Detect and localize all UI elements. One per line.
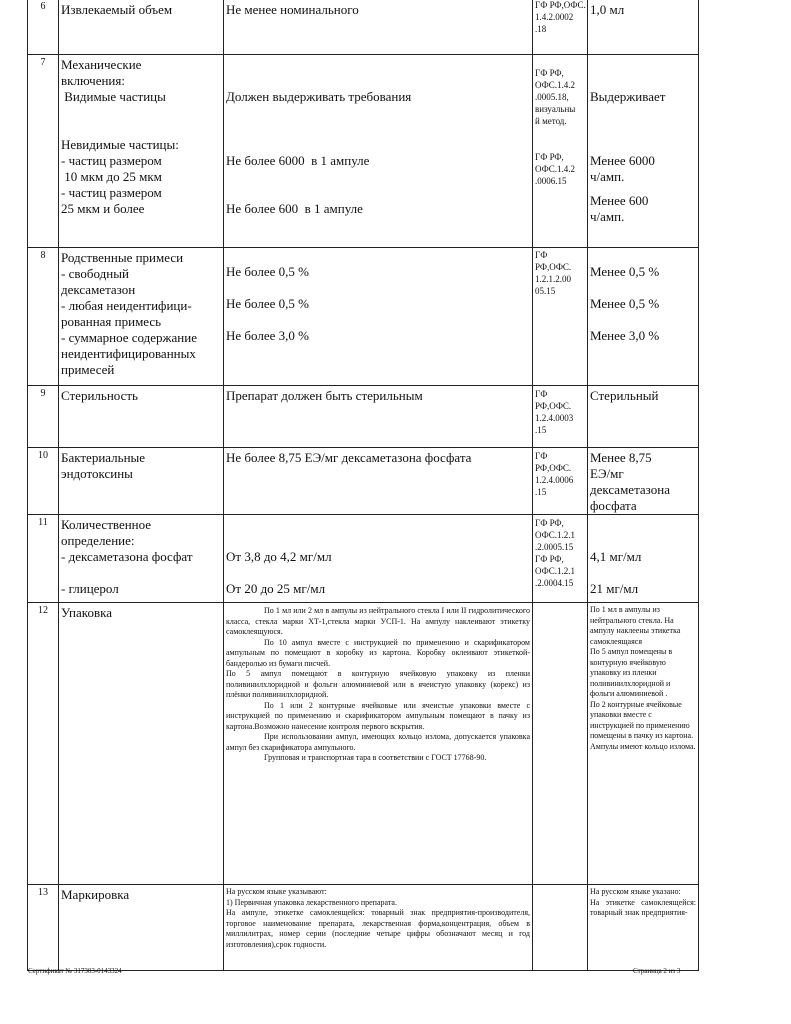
method-cell	[533, 885, 588, 971]
method-cell: ГФ РФ,ОФС. 1.2.1.2.00 05.15	[533, 248, 588, 386]
row-number: 13	[28, 885, 59, 971]
table-row	[28, 448, 699, 515]
table-row	[28, 248, 699, 386]
norm-cell: От 3,8 до 4,2 мг/мл От 20 до 25 мг/мл	[224, 515, 533, 603]
norm-cell: Не менее номинального	[224, 0, 533, 55]
result-cell: 4,1 мг/мл 21 мг/мл	[588, 515, 699, 603]
method-cell: ГФ РФ,ОФС. 1.2.4.0003 .15	[533, 386, 588, 448]
row-number: 9	[28, 386, 59, 448]
row-number: 10	[28, 448, 59, 515]
page-number: Страница 2 из 3	[633, 967, 681, 975]
result-cell: На русском языке указано: На этикетке самоклеящейся: товарный знак предприятия-	[588, 885, 699, 971]
certificate-number: Сертификат № 317303-0143324	[28, 967, 122, 975]
method-cell: ГФ РФ, ОФС.1.4.2 .0005.18, визуальны й метод. ГФ РФ, ОФС.1.4.2 .0006.15	[533, 55, 588, 248]
row-number: 11	[28, 515, 59, 603]
row-number: 6	[28, 0, 59, 55]
table-row	[28, 603, 699, 885]
indicator-cell: Бактериальные эндотоксины	[59, 448, 224, 515]
row-number: 12	[28, 603, 59, 885]
indicator-cell: Маркировка	[59, 885, 224, 971]
indicator-cell: Извлекаемый объем	[59, 0, 224, 55]
result-cell: Стерильный	[588, 386, 699, 448]
method-cell: ГФ РФ,ОФС. 1.4.2.0002 .18	[533, 0, 588, 55]
indicator-cell: Упаковка	[59, 603, 224, 885]
table-row	[28, 515, 699, 603]
method-cell: ГФ РФ,ОФС. 1.2.4.0006 .15	[533, 448, 588, 515]
result-cell: По 1 мл в ампулы из нейтрального стекла. На ампулу наклеены этикетка самоклеящаяся По 5 ампул помещены в контурную ячейковую упаковку из пленки поливинилхлоридной и фольги алюминиевой . По 2 контурные ячейковые упаковки вместе с инструкцией по применению помещены в пачку из картона. Ампулы имеют кольцо излома.	[588, 603, 699, 885]
indicator-cell: Механические включения: Видимые частицы Невидимые частицы: - частиц размером 10 мкм до 25 мкм - частиц размером 25 мкм и более	[59, 55, 224, 248]
result-cell: Менее 0,5 % Менее 0,5 % Менее 3,0 %	[588, 248, 699, 386]
norm-cell: По 1 мл или 2 мл в ампулы из нейтрального стекла I или II гидролитического класса, стекла марки ХТ-1,стекла марки УСП-1. На ампулу наклеивают этикетку самоклеящуюся. По 10 ампул вместе с инструкцией по применению и скарификатором ампульным по помещают в коробку из картона. Коробку оклеивают этикеткой-бандеролью из бумаги писчей. По 5 ампул помещают в контурную ячейковую упаковку из пленки поливинилхлоридной и фольги алюминиевой или в ячеистую упаковку (корекс) из плёнки поливинилхлоридной. По 1 или 2 контурные ячейковые или ячеистые упаковки вместе с инструкцией по применению и скарификатором ампульным помещают в пачку из картона.Возможно нанесение контроля первого вскрытия. При использовании ампул, имеющих кольцо излома, допускается упаковка ампул без скарификатора ампульного. Групповая и транспортная тара в соответствии с ГОСТ 17768-90.	[224, 603, 533, 885]
result-cell: Менее 8,75 ЕЭ/мг дексаметазона фосфата	[588, 448, 699, 515]
norm-cell: На русском языке указывают: 1) Первичная упаковка лекарственного препарата. На ампуле, этикетке самоклеящейся: товарный знак предприятия-производителя, торговое наименование препарата, лекарственная форма,концентрация, объем в миллилитрах, номер серии (последние четыре цифры обозначают месяц и год изготовления),срок годности.	[224, 885, 533, 971]
specification-table	[27, 0, 699, 971]
indicator-cell: Родственные примеси - свободный дексаметазон - любая неидентифици- рованная примесь - суммарное содержание неидентифицированных примесей	[59, 248, 224, 386]
norm-cell: Должен выдерживать требования Не более 6000 в 1 ампуле Не более 600 в 1 ампуле	[224, 55, 533, 248]
indicator-cell: Стерильность	[59, 386, 224, 448]
result-cell: 1,0 мл	[588, 0, 699, 55]
method-cell: ГФ РФ, ОФС.1.2.1 .2.0005.15 ГФ РФ, ОФС.1.2.1 .2.0004.15	[533, 515, 588, 603]
result-cell: Выдерживает Менее 6000 ч/амп. Менее 600 ч/амп.	[588, 55, 699, 248]
row-number: 8	[28, 248, 59, 386]
indicator-cell: Количественное определение: - дексаметазона фосфат - глицерол	[59, 515, 224, 603]
table-row	[28, 0, 699, 55]
method-cell	[533, 603, 588, 885]
norm-cell: Не более 0,5 % Не более 0,5 % Не более 3,0 %	[224, 248, 533, 386]
table-row	[28, 55, 699, 248]
norm-cell: Препарат должен быть стерильным	[224, 386, 533, 448]
row-number: 7	[28, 55, 59, 248]
table-row	[28, 386, 699, 448]
norm-cell: Не более 8,75 ЕЭ/мг дексаметазона фосфата	[224, 448, 533, 515]
table-row	[28, 885, 699, 971]
